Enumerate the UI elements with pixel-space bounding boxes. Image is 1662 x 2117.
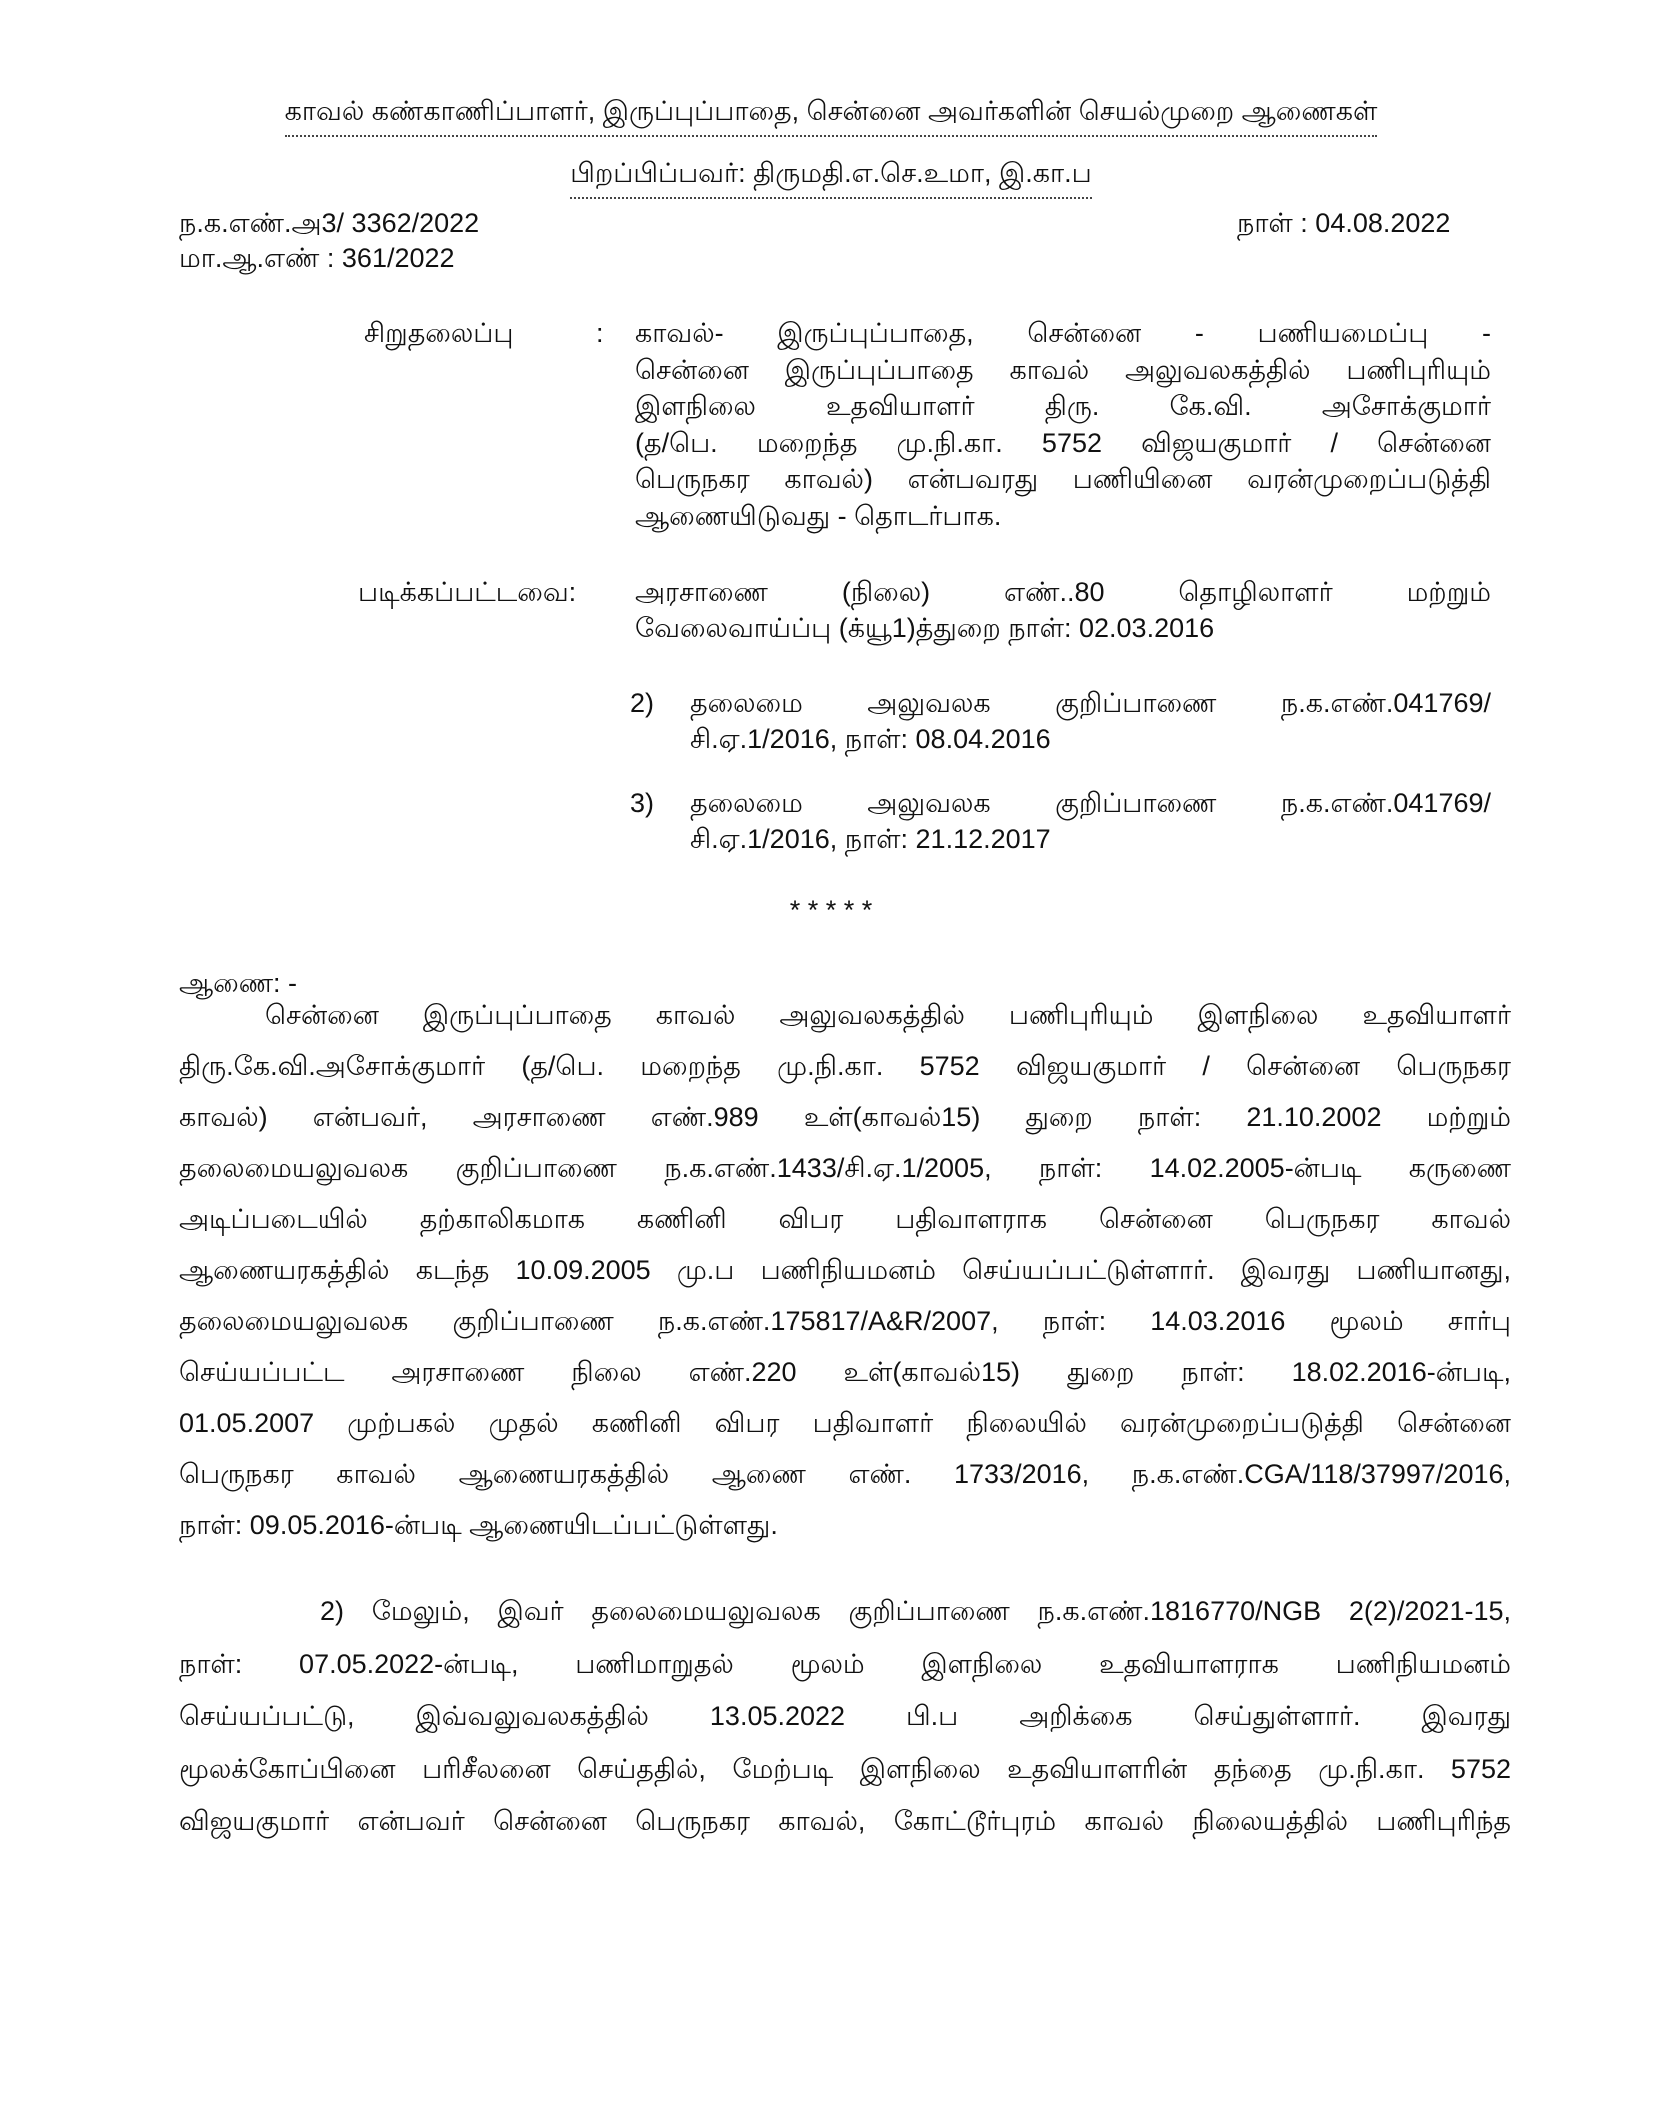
text-line: விஜயகுமார் என்பவர் சென்னை பெருநகர காவல், கோட்டூர்புரம் காவல் நிலையத்தில் பணிபுரிந்த xyxy=(179,1806,1511,1836)
order-date: நாள் : 04.08.2022 xyxy=(1237,208,1451,238)
reference-number: 2) xyxy=(630,688,655,718)
text-line: 01.05.2007 முற்பகல் முதல் கணினி விபர பதிவாளர் நிலையில் வரன்முறைப்படுத்தி சென்னை xyxy=(179,1408,1511,1438)
order-heading: ஆணை: - xyxy=(179,968,298,998)
text-line: செய்யப்பட்ட அரசாணை நிலை எண்.220 உள்(காவல்15) துறை நாள்: 18.02.2016-ன்படி, xyxy=(179,1357,1511,1387)
text-line: சென்னை இருப்புப்பாதை காவல் அலுவலகத்தில் பணிபுரியும் xyxy=(635,354,1491,385)
text-line: நாள்: 09.05.2016-ன்படி ஆணையிடப்பட்டுள்ளது. xyxy=(179,1510,778,1540)
text-line: 2) மேலும், இவர் தலைமையலுவலக குறிப்பாணை ந.க.எண்.1816770/NGB 2(2)/2021-15, xyxy=(320,1596,1511,1626)
text-line: பெருநகர காவல்) என்பவரது பணியினை வரன்முறைப்படுத்தி xyxy=(635,464,1491,494)
file-number: ந.க.எண்.அ3/ 3362/2022 xyxy=(179,208,480,238)
text-line: நாள்: 07.05.2022-ன்படி, பணிமாறுதல் மூலம் இளநிலை உதவியாளராக பணிநியமனம் xyxy=(179,1648,1511,1679)
text-line: வேலைவாய்ப்பு (க்யூ1)த்துறை நாள்: 02.03.2016 xyxy=(635,613,1215,643)
read-label: படிக்கப்பட்டவை: xyxy=(358,577,577,607)
text-line: அரசாணை (நிலை) எண்..80 தொழிலாளர் மற்றும் xyxy=(635,577,1491,607)
text-line: சி.ஏ.1/2016, நாள்: 21.12.2017 xyxy=(690,824,1051,854)
text-line: தலைமையலுவலக குறிப்பாணை ந.க.எண்.175817/A&R/2007, நாள்: 14.03.2016 மூலம் சார்பு xyxy=(179,1306,1511,1336)
text-line: செய்யப்பட்டு, இவ்வலுவலகத்தில் 13.05.2022 பி.ப அறிக்கை செய்துள்ளார். இவரது xyxy=(179,1701,1511,1731)
text-line: சி.ஏ.1/2016, நாள்: 08.04.2016 xyxy=(690,724,1051,754)
order-number: மா.ஆ.எண் : 361/2022 xyxy=(179,243,455,273)
text-line: இளநிலை உதவியாளர் திரு. கே.வி. அசோக்குமார் xyxy=(635,391,1491,421)
text-line: ஆணையிடுவது - தொடர்பாக. xyxy=(635,500,1002,531)
text-line: ஆணையரகத்தில் கடந்த 10.09.2005 மு.ப பணிநியமனம் செய்யப்பட்டுள்ளார். இவரது பணியானது, xyxy=(179,1255,1511,1285)
document-title xyxy=(0,96,1662,137)
text-line: (த/பெ. மறைந்த மு.நி.கா. 5752 விஜயகுமார் / சென்னை xyxy=(635,427,1491,458)
reference-number: 3) xyxy=(630,788,655,818)
text-line: தலைமை அலுவலக குறிப்பாணை ந.க.எண்.041769/ xyxy=(690,688,1491,718)
text-line: தலைமையலுவலக குறிப்பாணை ந.க.எண்.1433/சி.ஏ.1/2005, நாள்: 14.02.2005-ன்படி கருணை xyxy=(179,1153,1511,1183)
text-line: பெருநகர காவல் ஆணையரகத்தில் ஆணை எண். 1733/2016, ந.க.எண்.CGA/118/37997/2016, xyxy=(179,1459,1511,1489)
title-text: காவல் கண்காணிப்பாளர், இருப்புப்பாதை, சென்னை அவர்களின் செயல்முறை ஆணைகள் xyxy=(285,96,1378,137)
subject-colon: : xyxy=(596,318,604,348)
text-line: மூலக்கோப்பினை பரிசீலனை செய்ததில், மேற்படி இளநிலை உதவியாளரின் தந்தை மு.நி.கா. 5752 xyxy=(179,1753,1511,1784)
text-line: காவல்- இருப்புப்பாதை, சென்னை - பணியமைப்பு - xyxy=(635,318,1491,348)
text-line: திரு.கே.வி.அசோக்குமார் (த/பெ. மறைந்த மு.நி.கா. 5752 விஜயகுமார் / சென்னை பெருநகர xyxy=(179,1051,1511,1081)
issued-by xyxy=(0,158,1662,199)
subject-label: சிறுதலைப்பு xyxy=(364,318,514,348)
text-line: அடிப்படையில் தற்காலிகமாக கணினி விபர பதிவாளராக சென்னை பெருநகர காவல் xyxy=(179,1204,1511,1234)
text-line: சென்னை இருப்புப்பாதை காவல் அலுவலகத்தில் பணிபுரியும் இளநிலை உதவியாளர் xyxy=(265,1000,1511,1030)
issued-by-text: பிறப்பிப்பவர்: திருமதி.எ.செ.உமா, இ.கா.ப xyxy=(570,158,1091,199)
text-line: தலைமை அலுவலக குறிப்பாணை ந.க.எண்.041769/ xyxy=(690,788,1491,818)
text-line: காவல்) என்பவர், அரசாணை எண்.989 உள்(காவல்15) துறை நாள்: 21.10.2002 மற்றும் xyxy=(179,1102,1511,1132)
separator-stars: * * * * * xyxy=(789,895,873,925)
